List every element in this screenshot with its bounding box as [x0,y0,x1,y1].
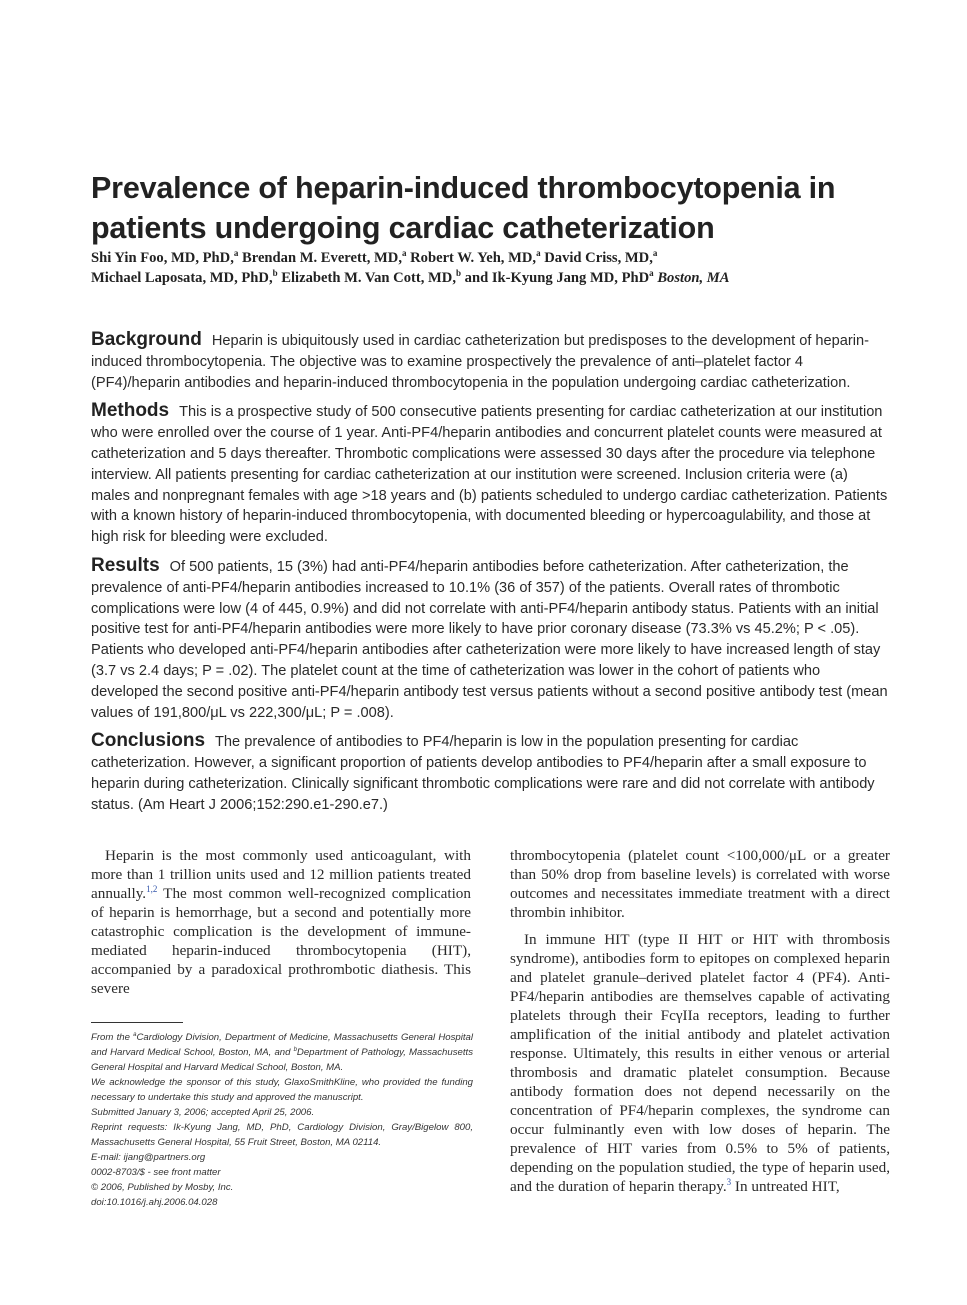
article-title: Prevalence of heparin-induced thrombocytopenia in patients undergoing cardiac catheterization [91,171,836,245]
footnote-issn: 0002-8703/$ - see front matter [91,1167,221,1178]
footnotes [91,1030,473,1210]
affiliation-mark: a [649,268,654,279]
section-text: Heparin is ubiquitously used in cardiac catheterization but predisposes to the development of heparin-induced thrombocytopenia. The objective was to examine prospectively the prevalence of anti–platelet factor 4 (PF4)/heparin antibodies and heparin-induced thrombocytopenia in the population undergoing cardiac catheterization. [91,333,869,391]
body-paragraph [91,846,471,998]
abstract-results [91,556,889,723]
footnote-text: Cardiology Division, Department of Medicine, Massachusetts General Hospital and Harvard Medical School, Boston, MA, and [91,1032,473,1058]
affiliation-mark: a [652,248,658,259]
author-location: Boston, MA [653,270,730,286]
reference-link[interactable]: 1,2 [146,883,158,894]
affiliation-mark: a [133,1031,137,1038]
footnote-doi[interactable]: doi:10.1016/j.ahj.2006.04.028 [91,1197,218,1208]
author-name: Michael Laposata, MD, PhD, [91,270,273,286]
author-name: and Ik-Kyung Jang MD, PhD [461,270,650,286]
affiliation-mark: a [401,248,407,259]
affiliation-mark: b [456,268,462,279]
body-text: In untreated HIT, [731,1178,840,1195]
section-text: Of 500 patients, 15 (3%) had anti-PF4/heparin antibodies before catheterization. After catheterization, the prevalence of anti-PF4/heparin antibodies increased to 10.1% (36 of 357) of the patients. Overall rates of thrombotic complications were low (4 of 445, 0.9%) and did not correlate with anti-PF4/heparin antibody status. Patients with an initial positive test for anti-PF4/heparin antibodies were more likely to have prior coronary disease (73.3% vs 45.2%; P < .05). Patients who developed anti-PF4/heparin antibodies after catheterization were more likely to have increased length of stay (3.7 vs 2.4 days; P = .02). The platelet count at the time of catheterization was lower in the cohort of patients who developed the second positive anti-PF4/heparin antibody test versus patients without a second positive antibody test (mean values of 191,800/μL vs 222,300/μL; P = .008). [91,558,888,721]
body-column-right [510,846,890,1196]
affiliation-mark: a [536,248,541,259]
affiliation-mark: b [293,1046,297,1053]
abstract [91,330,889,824]
author-name: David Criss, MD, [540,250,653,266]
author-name: Shi Yin Foo, MD, PhD, [91,250,234,266]
body-paragraph [510,930,890,1196]
footnote-affiliations [91,1030,473,1075]
affiliation-mark: a [233,248,239,259]
section-text: This is a prospective study of 500 consecutive patients presenting for cardiac catheterization at our institution who were enrolled over the course of 1 year. Anti-PF4/heparin antibodies and concurrent platelet counts were measured at catheterization and 5 days thereafter. Thrombotic complications were assessed 30 days after the procedure via telephone interview. All patients presenting for cardiac catheterization at our institution were screened. Inclusion criteria were (a) males and nonpregnant females with age >18 years and (b) patients scheduled to undergo cardiac catheterization. Patients with a known history of heparin-induced thrombocytopenia, with documented bleeding or hypercoagulability, and those at high risk for bleeding were excluded. [91,404,888,546]
author-list [91,248,911,288]
author-name: Elizabeth M. Van Cott, MD, [277,270,456,286]
section-heading: Background [91,329,202,350]
footnote-submitted: Submitted January 3, 2006; accepted April 25, 2006. [91,1107,315,1118]
footnote-text: Department of Pathology, Massachusetts General Hospital and Harvard Medical School, Boston, MA. [91,1047,473,1073]
footnote-copyright: © 2006, Published by Mosby, Inc. [91,1182,234,1193]
footnote-acknowledgment: We acknowledge the sponsor of this study, GlaxoSmithKline, who provided the funding necessary to undertake this study and approved the manuscript. [91,1077,473,1103]
footnote-reprint: Reprint requests: Ik-Kyung Jang, MD, PhD, Cardiology Division, Gray/Bigelow 800, Massachusetts General Hospital, 55 Fruit Street, Boston, MA 02114. [91,1122,473,1148]
reference-link[interactable]: 3 [726,1176,732,1187]
author-name: Brendan M. Everett, MD, [238,250,402,266]
abstract-background [91,330,889,393]
footnote-email[interactable]: E-mail: ijang@partners.org [91,1152,206,1163]
author-name: Robert W. Yeh, MD, [406,250,537,266]
abstract-conclusions [91,731,889,815]
abstract-methods [91,401,889,548]
footnote-text: From the [91,1032,134,1043]
section-heading: Results [91,554,160,576]
body-text: Heparin is the most commonly used anticoagulant, with more than 1 trillion units used and 12 million patients treated annually. [91,847,471,902]
footnote-divider [91,1022,183,1023]
body-text: The most common well-recognized complication of heparin is hemorrhage, but a second and potentially more catastrophic complication is the development of immune-mediated heparin-induced thrombocytopenia (HIT), accompanied by a paradoxical prothrombotic diathesis. This severe [91,885,471,997]
section-heading: Methods [91,400,170,422]
body-paragraph: thrombocytopenia (platelet count <100,000/μL or a greater than 50% drop from baseline levels) is correlated with worse outcomes and necessitates immediate treatment with a direct thrombin inhibitor. [510,847,890,921]
affiliation-mark: b [272,268,278,279]
section-text: The prevalence of antibodies to PF4/heparin is low in the population presenting for cardiac catheterization. However, a significant proportion of patients develop antibodies to PF4/heparin after a small exposure to heparin during catheterization. Clinically significant thrombotic complications were rare and did not correlate with antibody status. (Am Heart J 2006;152:290.e1-290.e7.) [91,734,875,813]
body-column-left [91,846,471,998]
body-text: In immune HIT (type II HIT or HIT with thrombosis syndrome), antibodies form to epitopes on complexed heparin and platelet granule–derived platelet factor 4 (PF4). Anti-PF4/heparin antibodies are themselves capable of activating platelets through their FcγIIa receptors, leading to further amplification of the initial antibody and platelet activation response. Ultimately, this results in either venous or arterial thrombosis and dramatic platelet consumption. Because antibody formation does not depend necessarily on the concentration of PF4/heparin complexes, the syndrome can occur fulminantly even with low doses of heparin. The prevalence of HIT varies from 0.5% to 5% of patients, depending on the population studied, the type of heparin used, and the duration of heparin therapy. [510,931,890,1195]
section-heading: Conclusions [91,730,206,752]
